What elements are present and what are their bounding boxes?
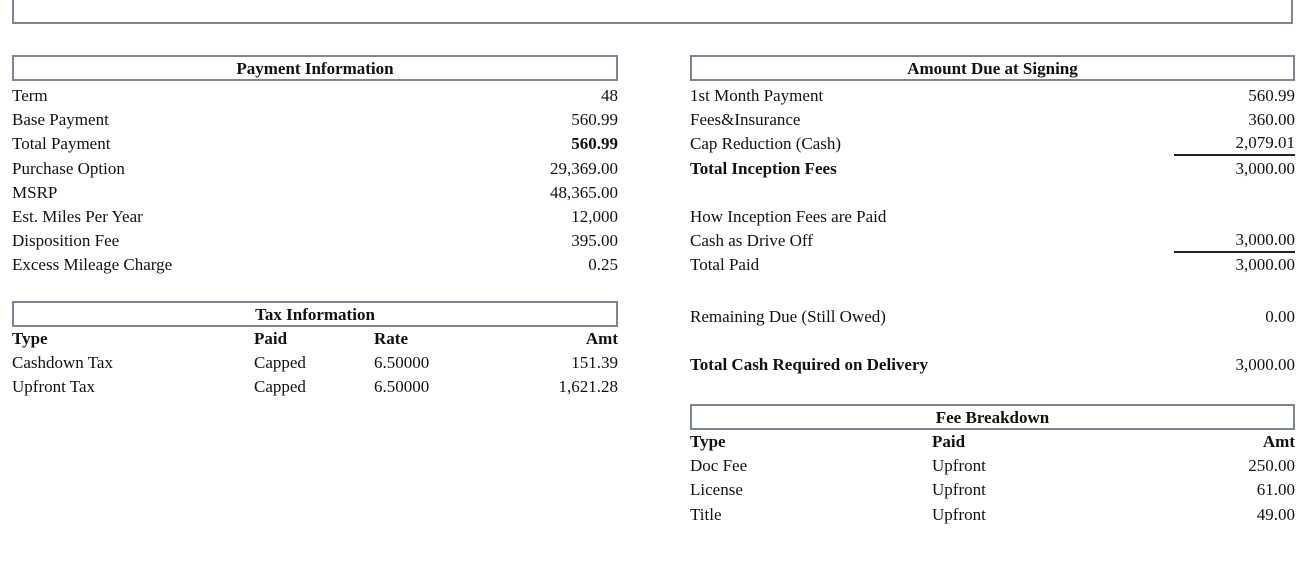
table-row [12,375,618,399]
total-paid-value: 3,000.00 [1235,255,1295,275]
fee-type-cell: Title [690,504,722,524]
table-row [690,503,1295,527]
fees-insurance-label: Fees&Insurance [690,110,801,130]
excess-mileage-row [12,253,618,277]
cash-drive-off-label: Cash as Drive Off [690,230,813,250]
remaining-due-label: Remaining Due (Still Owed) [690,307,886,327]
fee-header-row [690,430,1295,454]
fee-breakdown-header: Fee Breakdown [690,404,1295,430]
base-payment-value: 560.99 [571,110,618,130]
tax-header-row [12,327,618,351]
amount-due-header: Amount Due at Signing [690,55,1295,81]
fee-paid-cell: Upfront [932,456,986,476]
total-cash-value: 3,000.00 [1235,354,1295,374]
tax-amt-header: Amt [585,329,618,348]
tax-amt-cell: 1,621.28 [558,377,618,397]
first-month-label: 1st Month Payment [690,86,824,105]
excess-mileage-label: Excess Mileage Charge [12,255,173,275]
tax-paid-cell: Capped [254,377,306,397]
fee-paid-header: Paid [932,432,966,451]
fee-type-header: Type [690,432,726,451]
total-cash-row [690,353,1295,377]
disposition-fee-row [12,229,618,253]
tax-type-cell: Cashdown Tax [12,353,113,373]
remaining-due-value: 0.00 [1265,307,1295,327]
fee-breakdown-section [690,404,1295,527]
fee-paid-cell: Upfront [932,504,986,524]
cap-reduction-value: 2,079.01 [1174,132,1295,156]
remaining-due-row [690,305,1295,329]
table-row [690,478,1295,502]
tax-type-header: Type [12,329,48,348]
fees-insurance-value: 360.00 [1248,110,1295,130]
tax-paid-cell: Capped [254,353,306,373]
fee-amt-cell: 49.00 [1256,504,1295,524]
top-info-box [12,0,1293,24]
msrp-value: 48,365.00 [550,182,618,202]
base-payment-label: Base Payment [12,110,109,130]
how-paid-label: How Inception Fees are Paid [690,206,887,226]
est-miles-value: 12,000 [571,206,618,226]
purchase-option-row [12,157,618,181]
total-paid-row [690,253,1295,277]
total-payment-value: 560.99 [571,134,618,154]
fee-type-cell: License [690,480,743,500]
total-cash-label: Total Cash Required on Delivery [690,354,929,374]
how-paid-row [690,205,1295,229]
total-payment-label: Total Payment [12,134,111,154]
fee-paid-cell: Upfront [932,480,986,500]
tax-type-cell: Upfront Tax [12,377,96,397]
est-miles-row [12,205,618,229]
payment-information-section [12,55,618,278]
base-payment-row [12,108,618,132]
first-month-row [690,84,1295,108]
total-payment-row [12,132,618,156]
tax-rate-header: Rate [374,329,408,348]
tax-amt-cell: 151.39 [571,353,618,373]
disposition-fee-value: 395.00 [571,231,618,251]
term-label: Term [12,86,48,105]
fee-amt-cell: 61.00 [1256,480,1295,500]
total-inception-row [690,157,1295,181]
tax-rate-cell: 6.50000 [374,377,430,397]
msrp-row [12,181,618,205]
total-inception-label: Total Inception Fees [690,158,837,178]
amount-due-section [690,55,1295,377]
est-miles-label: Est. Miles Per Year [12,206,143,226]
cap-reduction-row [690,132,1295,156]
tax-rate-cell: 6.50000 [374,353,430,373]
cash-drive-off-row [690,229,1295,253]
fee-type-cell: Doc Fee [690,456,748,476]
payment-information-header: Payment Information [12,55,618,81]
total-paid-label: Total Paid [690,255,760,275]
term-row [12,84,618,108]
purchase-option-value: 29,369.00 [550,158,618,178]
total-inception-value: 3,000.00 [1235,158,1295,178]
tax-information-section [12,301,618,400]
fees-insurance-row [690,108,1295,132]
purchase-option-label: Purchase Option [12,158,125,178]
tax-paid-header: Paid [254,329,288,348]
excess-mileage-value: 0.25 [588,255,618,275]
fee-amt-cell: 250.00 [1248,456,1295,476]
msrp-label: MSRP [12,182,58,202]
term-value: 48 [601,86,618,105]
cap-reduction-label: Cap Reduction (Cash) [690,134,842,154]
first-month-value: 560.99 [1248,86,1295,105]
fee-amt-header: Amt [1262,432,1295,451]
cash-drive-off-value: 3,000.00 [1174,229,1295,253]
table-row [12,351,618,375]
tax-information-header: Tax Information [12,301,618,327]
table-row [690,454,1295,478]
disposition-fee-label: Disposition Fee [12,231,120,251]
